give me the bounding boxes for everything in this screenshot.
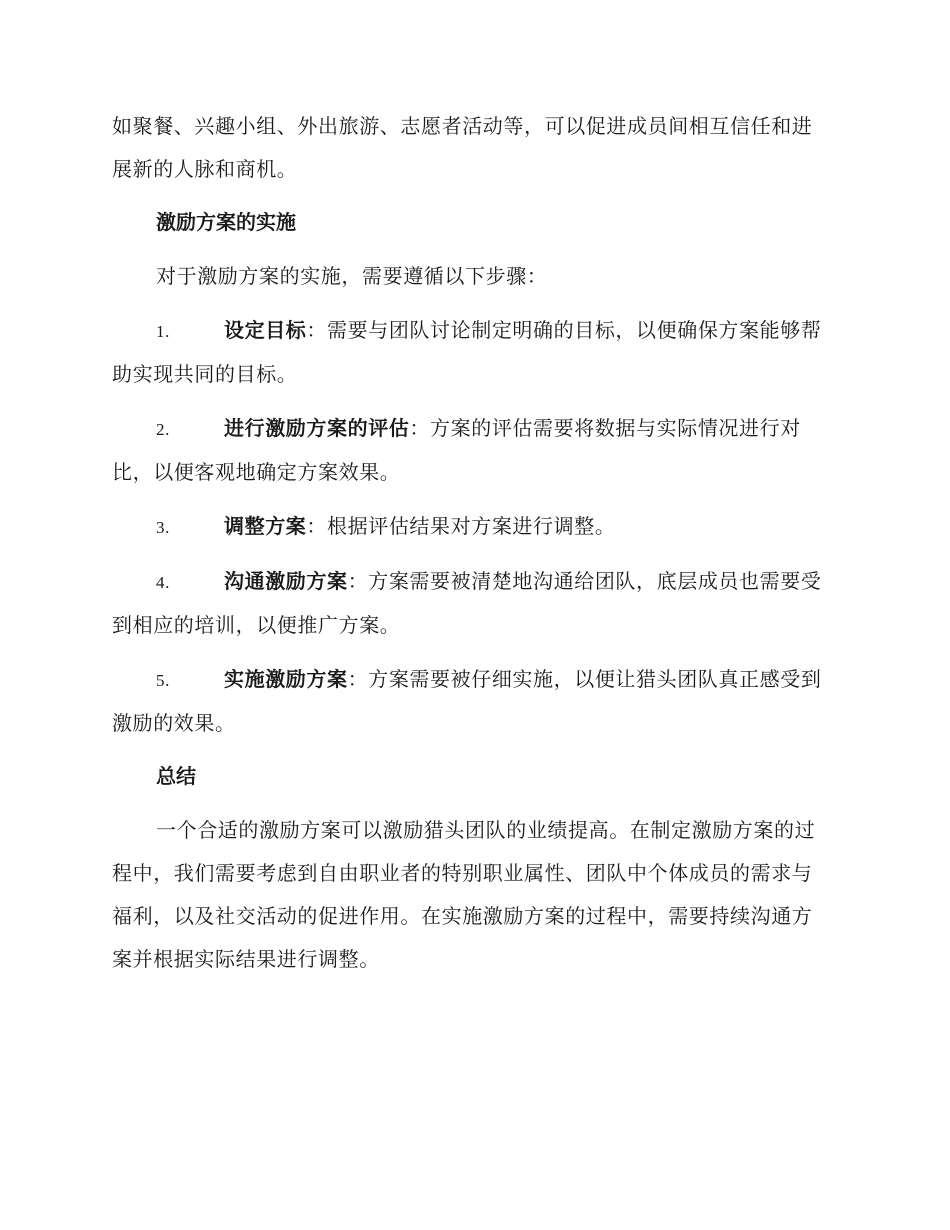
list-item-separator: ： [306,514,328,538]
list-item-title: 实施激励方案 [224,667,348,691]
document-body [112,105,832,981]
intro-paragraph: 如聚餐、兴趣小组、外出旅游、志愿者活动等，可以促进成员间相互信任和进展新的人脉和商机。 [112,114,813,181]
list-number: 3. [156,518,170,537]
list-item [112,407,832,494]
list-item-separator: ： [347,569,369,593]
list-item-separator: ： [409,416,431,440]
section-heading-summary: 总结 [156,764,196,788]
list-item-title: 沟通激励方案 [224,569,348,593]
list-item-text: 根据评估结果对方案进行调整。 [327,514,616,538]
list-number: 2. [156,420,170,439]
list-item-separator: ： [306,318,328,342]
list-number: 4. [156,573,170,592]
list-item [112,505,832,549]
list-item-text: 方案的评估需要将数据与实际情况进行对比，以便客观地确定方案效果。 [112,416,801,484]
list-item-title: 进行激励方案的评估 [224,416,410,440]
list-item-text: 方案需要被清楚地沟通给团队，底层成员也需要受到相应的培训，以便推广方案。 [112,569,822,637]
section-heading-implementation: 激励方案的实施 [156,210,296,234]
list-number: 1. [156,322,170,341]
list-item [112,309,832,396]
list-item-text: 需要与团队讨论制定明确的目标，以便确保方案能够帮助实现共同的目标。 [112,318,822,386]
list-item-title: 调整方案 [224,514,307,538]
list-item [112,560,832,647]
list-item-text: 方案需要被仔细实施，以便让猎头团队真正感受到激励的效果。 [112,667,822,735]
summary-paragraph: 一个合适的激励方案可以激励猎头团队的业绩提高。在制定激励方案的过程中，我们需要考虑到自由职业者的特别职业属性、团队中个体成员的需求与福利，以及社交活动的促进作用。在实施激励方案的过程中，需要持续沟通方案并根据实际结果进行调整。 [112,818,816,971]
list-item [112,658,832,745]
list-item-separator: ： [347,667,369,691]
list-item-title: 设定目标 [224,318,307,342]
list-number: 5. [156,671,170,690]
implementation-lead: 对于激励方案的实施，需要遵循以下步骤： [156,264,548,288]
